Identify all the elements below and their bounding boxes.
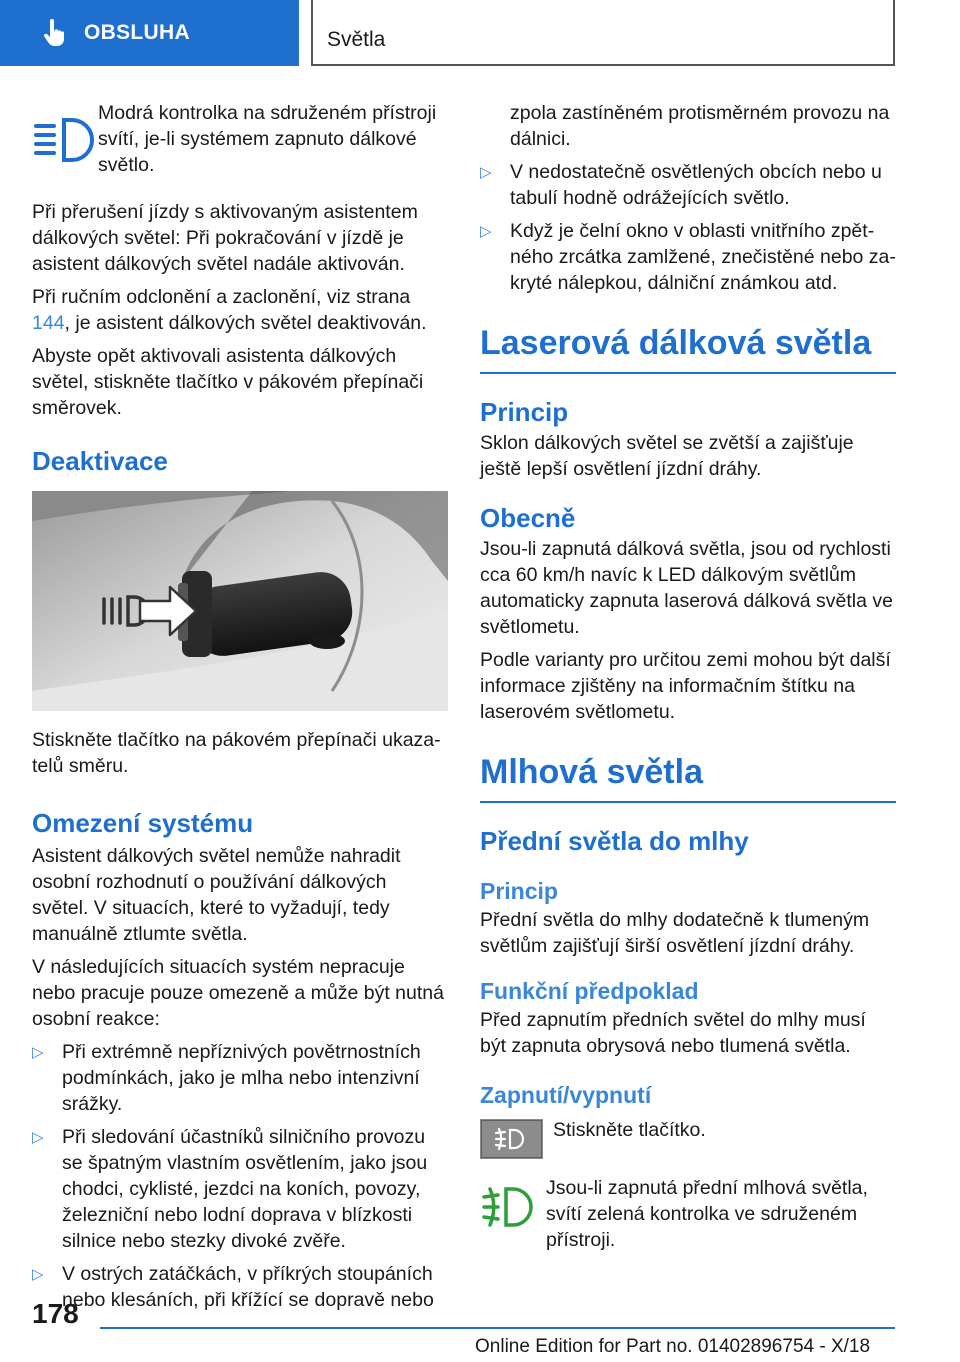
heading-zapnuti: Zapnutí/vypnutí [480,1082,652,1108]
section-title: OBSLUHA [84,21,190,44]
fog-indicator-text: Jsou-li zapnutá přední mlhová světla, svítí zelená kontrolka ve sdruženém přístroji. [546,1177,868,1251]
triangle-bullet-icon: ▷ [32,1129,44,1146]
continued-text: zpola zastíněném protisměrném provozu na dálnici. [510,102,890,150]
lever-photo [32,491,448,711]
triangle-bullet-icon: ▷ [32,1044,44,1061]
section-tab[interactable] [0,0,299,66]
fog-indicator-note [480,1175,896,1260]
right-column [480,100,896,1260]
fog-button-row [480,1119,896,1159]
heading-laser: Laserová dálková světla [480,322,896,374]
heading-obecne: Obecně [480,503,576,533]
high-beam-indicator-note [32,100,448,185]
paragraph: Při ručním odclonění a zaclonění, viz strana 144, je asistent dálkových světel deaktivován. [32,286,427,334]
heading-princip: Princip [480,397,569,427]
list-item: ▷ Při sledování účastníků silničního provozu se špatným vlastním osvětlením, jako jsou chodci, cyklisté, jezdci na koních, povozy, železniční nebo lodní doprava v blízkosti silnice nebo stezky divoké zvěře. [32,1126,428,1252]
list-item: ▷ V ostrých zatáčkách, v příkrých stoupáních nebo klesáních, při křížící se dopravě nebo [32,1263,434,1311]
button-instruction: Stiskněte tlačítko. [553,1119,706,1141]
fog-light-button-icon[interactable] [480,1119,543,1159]
triangle-bullet-icon: ▷ [480,223,492,240]
list-item: ▷ Když je čelní okno v oblasti vnitřního zpětného zrcátka zamlžené, znečistěné nebo zakryté nálepkou, dálniční známkou atd. [480,220,896,294]
paragraph: V následujících situacích systém nepracuje nebo pracuje pouze omezeně a může být nutná osobní reakce: [32,956,444,1030]
footer-edition: Online Edition for Part no. 01402896754 - X/18 [475,1336,871,1357]
paragraph: Přední světla do mlhy dodatečně k tlumeným světlům zajišťují širší osvětlení jízdní dráhy. [480,909,870,957]
footer-rule [100,1327,895,1329]
list-item: ▷ Při extrémně nepříznivých povětrnostních podmínkách, jako je mlha nebo intenzivní srážky. [32,1041,421,1115]
pointing-hand-icon [40,18,70,48]
indicator-text: Modrá kontrolka na sdruženém přístroji svítí, je-li systémem zapnuto dálkové světlo. [98,102,437,176]
heading-funkcni: Funkční předpoklad [480,978,699,1004]
high-beam-icon [32,110,98,174]
left-column [32,100,448,1320]
limitations-list-cont [480,159,896,296]
paragraph: Asistent dálkových světel nemůže nahradit osobní rozhodnutí o používání dálkových světel. V situacích, které to vyžadují, tedy manuálně ztlumte světla. [32,845,401,945]
paragraph: Při přerušení jízdy s aktivovaným asistentem dálkových světel: Při pokračování v jízdě je asistent dálkových světel nadále aktivován. [32,201,418,275]
heading-predni: Přední světla do mlhy [480,826,749,856]
heading-deaktivace: Deaktivace [32,446,168,476]
list-item: ▷ V nedostatečně osvětlených obcích nebo u tabulí hodně odrážejících světlo. [480,161,882,209]
page-number: 178 [32,1298,79,1329]
triangle-bullet-icon: ▷ [32,1266,44,1283]
chapter-title: Světla [327,28,386,51]
photo-caption: Stiskněte tlačítko na pákovém přepínači ukazatelů směru. [32,729,441,777]
page-link[interactable]: 144 [32,312,65,334]
heading-omezeni: Omezení systému [32,808,254,838]
triangle-bullet-icon: ▷ [480,164,492,181]
heading-princip-2: Princip [480,878,558,904]
paragraph: Jsou-li zapnutá dálková světla, jsou od rychlosti cca 60 km/h navíc k LED dálkovým světlům automaticky zapnuta laserová dálková světla ve světlometu. [480,538,893,638]
heading-mlhova: Mlhová světla [480,751,896,803]
chapter-header [311,0,895,66]
paragraph: Sklon dálkových světel se zvětší a zajišťuje ještě lepší osvětlení jízdní dráhy. [480,432,854,480]
paragraph: Před zapnutím předních světel do mlhy musí být zapnuta obrysová nebo tlumená světla. [480,1009,866,1057]
paragraph: Abyste opět aktivovali asistenta dálkových světel, stiskněte tlačítko v pákovém přepínači směrovek. [32,345,424,419]
fog-light-indicator-icon [480,1181,538,1233]
paragraph: Podle varianty pro určitou zemi mohou být další informace zjištěny na informačním štítku na laserovém světlometu. [480,649,891,723]
limitations-list [32,1039,448,1313]
